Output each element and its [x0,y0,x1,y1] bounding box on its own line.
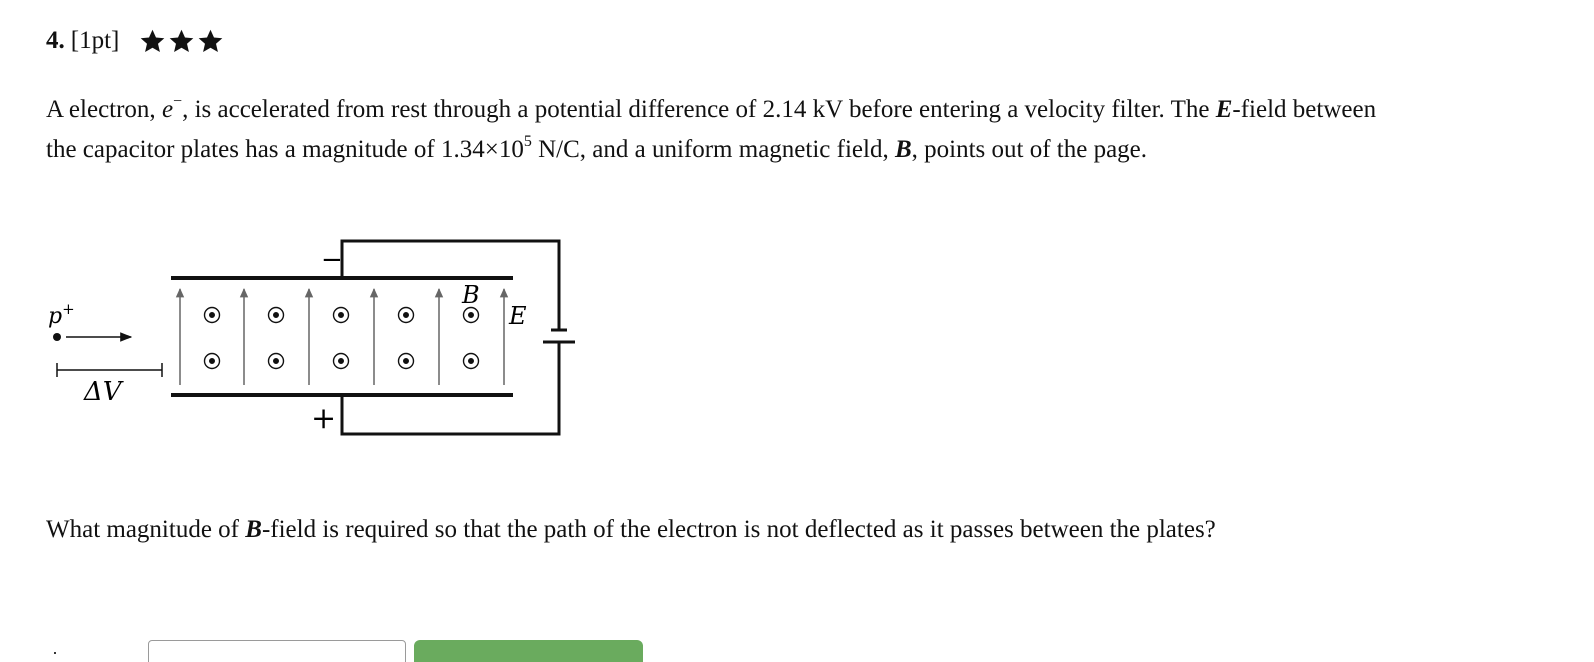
out-of-page-icon [334,308,349,323]
particle-label: p+ [48,300,75,329]
e-field-arrows [180,289,504,385]
problem-line-2: the capacitor plates has a magnitude of $1.34\times 10^5$ N/C, and a uniform magnetic field, B, points out of the page. [46,132,1148,163]
b-field-symbols [205,308,479,369]
star-icon [168,28,195,55]
difficulty-stars [139,28,224,55]
out-of-page-icon [464,308,479,323]
out-of-page-icon [464,354,479,369]
velocity-filter-diagram [40,230,590,445]
out-of-page-icon [399,354,414,369]
submit-button[interactable] [414,640,643,662]
bottom-plate-sign: + [311,401,337,436]
out-of-page-icon [205,308,220,323]
out-of-page-icon [269,354,284,369]
out-of-page-icon [334,354,349,369]
answer-input[interactable] [148,640,406,662]
question-prompt: What magnitude of B-field is required so that the path of the electron is not deflected as it passes between the plates? [46,516,1216,543]
question-heading [46,24,224,58]
star-icon [139,28,166,55]
b-field-symbol: B [245,516,262,543]
electron-symbol: e [161,96,174,123]
out-of-page-icon [269,308,284,323]
out-of-page-icon [399,308,414,323]
b-label: B [462,281,480,309]
particle-charge: + [62,300,75,318]
out-of-page-icon [205,354,220,369]
e-label: E [509,302,527,330]
electron-charge-sup: − [173,92,183,110]
question-number: 4. [46,27,65,54]
problem-statement [46,90,1591,170]
question-points: [1pt] [70,27,120,54]
problem-line-1: A electron, e−, is accelerated from rest through a potential difference of 2.14 kV before entering a velocity filter. The E-field between [46,92,1377,123]
star-icon [197,28,224,55]
top-plate-sign: − [321,245,343,275]
b-field-symbol: B [894,136,912,163]
e-field-symbol: E [1215,96,1233,123]
exponent: 5 [523,132,532,150]
particle-dot [53,333,61,341]
answer-label: · [52,642,58,662]
delta-v-label: ΔV [84,377,122,407]
answer-row [46,640,666,662]
